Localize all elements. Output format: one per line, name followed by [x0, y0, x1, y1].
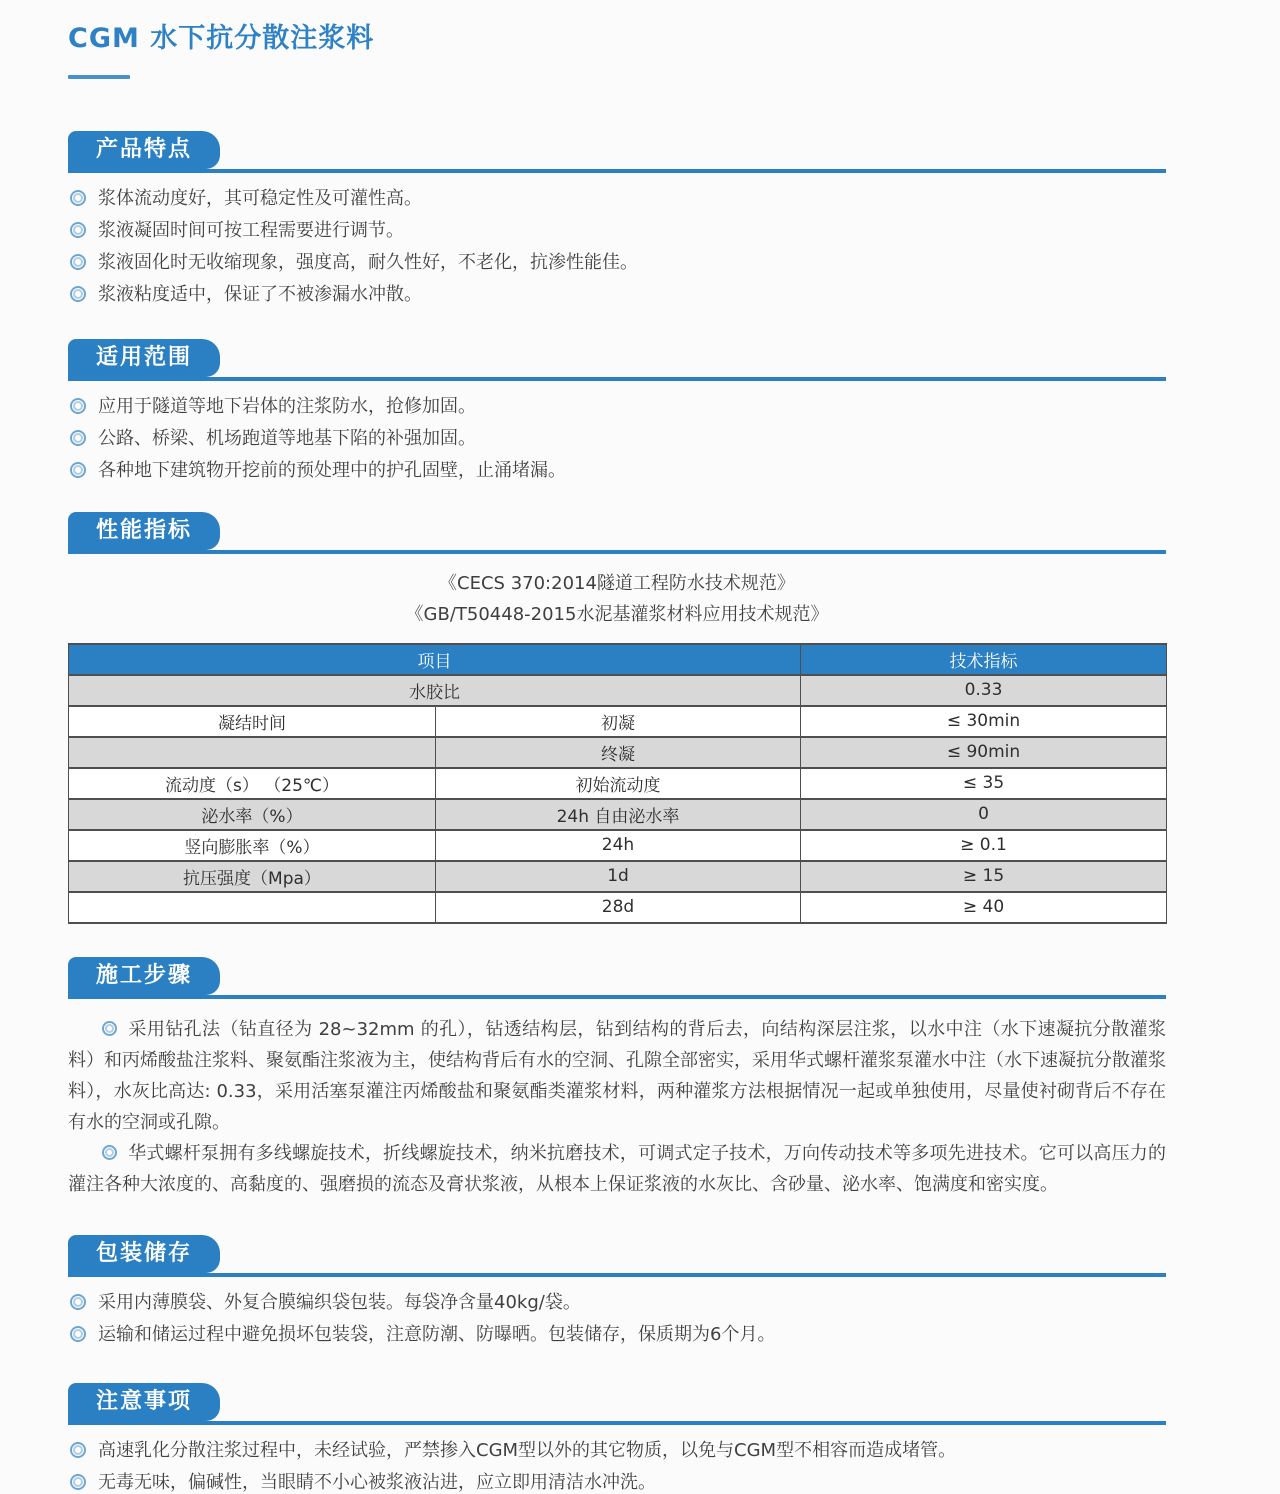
- table-cell: 0: [801, 799, 1167, 830]
- list-item: [68, 1472, 1166, 1494]
- table-cell: ≥ 0.1: [801, 830, 1167, 861]
- table-cell: 竖向膨胀率（%）: [69, 830, 436, 861]
- table-cell: 抗压强度（Mpa）: [69, 861, 436, 892]
- section-header-rule: [68, 339, 1166, 381]
- table-cell: 凝结时间: [69, 706, 436, 737]
- list-item: [68, 460, 1166, 482]
- table-row: [69, 737, 1167, 768]
- list-item: [68, 284, 1166, 306]
- table-cell: 0.33: [801, 675, 1167, 706]
- list-item: [68, 1324, 1166, 1346]
- section-tab-features: 产品特点: [68, 131, 220, 169]
- table-cell: 水胶比: [69, 675, 801, 706]
- scope-list: [68, 396, 1166, 482]
- table-cell: ≥ 15: [801, 861, 1167, 892]
- standard-line: 《CECS 370:2014隧道工程防水技术规范》: [439, 572, 795, 594]
- table-cell: [69, 892, 436, 923]
- table-cell: 初凝: [436, 706, 801, 737]
- list-item: [68, 252, 1166, 274]
- bullet-text: 应用于隧道等地下岩体的注浆防水，抢修加固。: [98, 395, 476, 417]
- table-row: [69, 706, 1167, 737]
- bullet-text: 高速乳化分散注浆过程中，未经试验，严禁掺入CGM型以外的其它物质，以免与CGM型不相容而造成堵管。: [98, 1439, 957, 1461]
- table-cell: ≤ 35: [801, 768, 1167, 799]
- table-row: [69, 861, 1167, 892]
- paragraph-text: 华式螺杆泵拥有多线螺旋技术，折线螺旋技术，纳米抗磨技术，可调式定子技术，万向传动技术等多项先进技术。它可以高压力的灌注各种大浓度的、高黏度的、强磨损的流态及膏状浆液，从根本上保证浆液的水灰比、含砂量、泌水率、饱满度和密实度。: [68, 1142, 1166, 1195]
- list-item: [68, 396, 1166, 418]
- table-row: [69, 768, 1167, 799]
- bullet-text: 浆液凝固时间可按工程需要进行调节。: [98, 219, 404, 241]
- performance-table: [68, 643, 1167, 924]
- table-cell: 24h 自由泌水率: [436, 799, 801, 830]
- bullet-text: 各种地下建筑物开挖前的预处理中的护孔固壁，止涌堵漏。: [98, 459, 566, 481]
- table-cell: ≤ 30min: [801, 706, 1167, 737]
- table-cell: [69, 737, 436, 768]
- table-header-cell: 技术指标: [801, 644, 1167, 675]
- ring-bullet-icon: [70, 462, 86, 478]
- table-cell: ≤ 90min: [801, 737, 1167, 768]
- ring-bullet-icon: [102, 1021, 117, 1036]
- bullet-text: 浆液粘度适中，保证了不被渗漏水冲散。: [98, 283, 422, 305]
- table-cell: 1d: [436, 861, 801, 892]
- title-underline: [68, 75, 130, 79]
- table-header-cell: 项目: [69, 644, 801, 675]
- standards-references: [68, 568, 1166, 630]
- section-construction: [68, 957, 1166, 1200]
- table-cell: 泌水率（%）: [69, 799, 436, 830]
- section-packaging: [68, 1235, 1166, 1346]
- bullet-text: 浆体流动度好，其可稳定性及可灌性高。: [98, 187, 422, 209]
- table-cell: 初始流动度: [436, 768, 801, 799]
- table-cell: 28d: [436, 892, 801, 923]
- table-row: [69, 675, 1167, 706]
- table-cell: 流动度（s） （25℃）: [69, 768, 436, 799]
- ring-bullet-icon: [70, 1326, 86, 1342]
- notes-list: [68, 1440, 1166, 1494]
- table-row: [69, 830, 1167, 861]
- ring-bullet-icon: [102, 1145, 117, 1160]
- section-tab-performance: 性能指标: [68, 512, 220, 550]
- list-item: [68, 188, 1166, 210]
- table-cell: 终凝: [436, 737, 801, 768]
- bullet-text: 浆液固化时无收缩现象，强度高，耐久性好，不老化，抗渗性能佳。: [98, 251, 638, 273]
- section-header-rule: [68, 512, 1166, 554]
- ring-bullet-icon: [70, 1442, 86, 1458]
- construction-paragraphs: [68, 1014, 1166, 1200]
- bullet-text: 无毒无味，偏碱性，当眼睛不小心被浆液沾进，应立即用清洁水冲洗。: [98, 1471, 656, 1493]
- ring-bullet-icon: [70, 1294, 86, 1310]
- bullet-text: 运输和储运过程中避免损坏包装袋，注意防潮、防曝晒。包装储存，保质期为6个月。: [98, 1323, 776, 1345]
- section-scope: [68, 339, 1166, 482]
- section-features: [68, 131, 1166, 306]
- list-item: [68, 428, 1166, 450]
- section-tab-packaging: 包装储存: [68, 1235, 220, 1273]
- section-tab-notes: 注意事项: [68, 1383, 220, 1421]
- list-item: [68, 1440, 1166, 1462]
- section-header-rule: [68, 1235, 1166, 1277]
- list-item: [68, 1292, 1166, 1314]
- page-title: CGM 水下抗分散注浆料: [68, 23, 375, 54]
- table-cell: ≥ 40: [801, 892, 1167, 923]
- ring-bullet-icon: [70, 286, 86, 302]
- ring-bullet-icon: [70, 1474, 86, 1490]
- section-header-rule: [68, 131, 1166, 173]
- document-content: [68, 22, 1166, 1494]
- table-row: [69, 892, 1167, 923]
- ring-bullet-icon: [70, 398, 86, 414]
- section-tab-construction: 施工步骤: [68, 957, 220, 995]
- section-tab-scope: 适用范围: [68, 339, 220, 377]
- paragraph-text: 采用钻孔法（钻直径为 28~32mm 的孔），钻透结构层，钻到结构的背后去，向结构深层注浆，以水中注（水下速凝抗分散灌浆料）和丙烯酸盐注浆料、聚氨酯注浆液为主，使结构背后有水的空洞、孔隙全部密实，采用华式螺杆灌浆泵灌水中注（水下速凝抗分散灌浆料），水灰比高达: 0.33，采用活塞泵灌注丙烯酸盐和聚氨酯类灌浆材料，两种灌浆方法根据情况一起或单独使用，尽量使衬砌背后不存在有水的空洞或孔隙。: [68, 1018, 1166, 1133]
- table-header-row: [69, 644, 1167, 675]
- section-header-rule: [68, 957, 1166, 999]
- paragraph: [68, 1138, 1166, 1200]
- table-row: [69, 799, 1167, 830]
- packaging-list: [68, 1292, 1166, 1346]
- ring-bullet-icon: [70, 430, 86, 446]
- bullet-text: 采用内薄膜袋、外复合膜编织袋包装。每袋净含量40kg/袋。: [98, 1291, 581, 1313]
- paragraph: [68, 1014, 1166, 1138]
- features-list: [68, 188, 1166, 306]
- section-performance: [68, 512, 1166, 924]
- ring-bullet-icon: [70, 190, 86, 206]
- list-item: [68, 220, 1166, 242]
- section-notes: [68, 1383, 1166, 1494]
- table-cell: 24h: [436, 830, 801, 861]
- ring-bullet-icon: [70, 254, 86, 270]
- ring-bullet-icon: [70, 222, 86, 238]
- standard-line: 《GB/T50448-2015水泥基灌浆材料应用技术规范》: [405, 603, 829, 625]
- bullet-text: 公路、桥梁、机场跑道等地基下陷的补强加固。: [98, 427, 476, 449]
